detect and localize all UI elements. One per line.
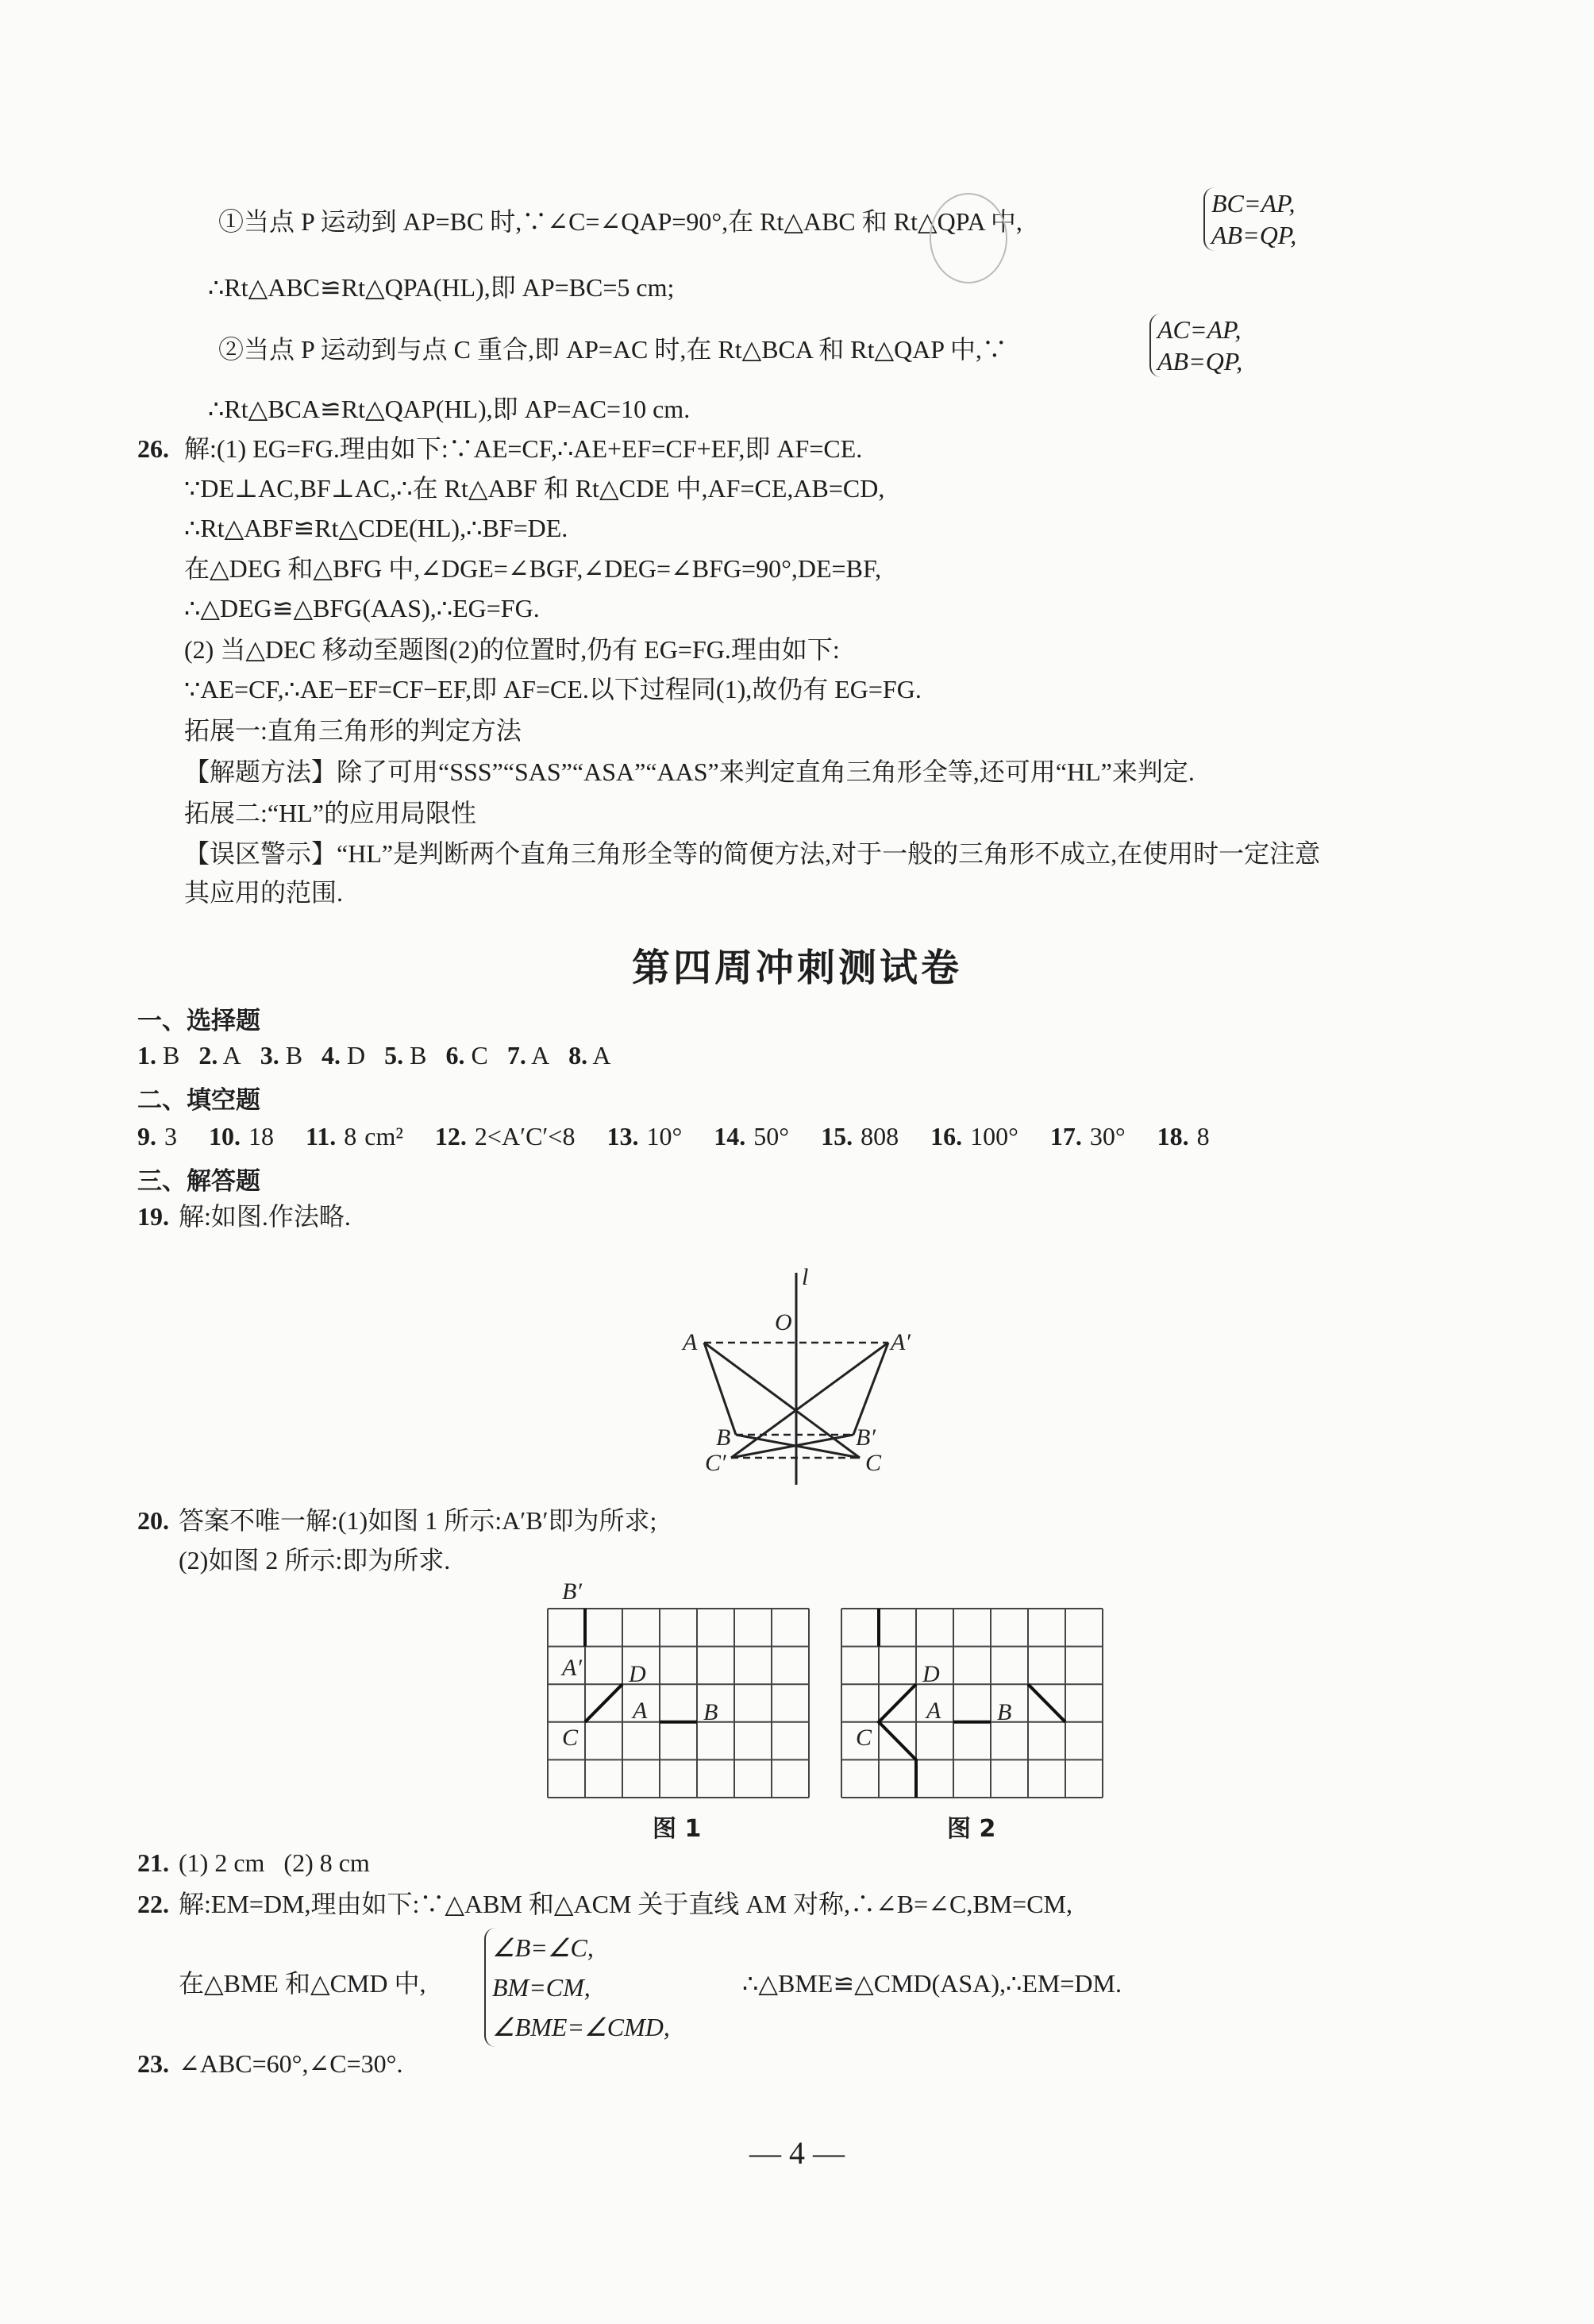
page-number: — 4 —	[749, 2135, 845, 2171]
label-l: l	[802, 1264, 809, 1290]
label-C: C	[562, 1725, 579, 1751]
q22-pre: 在△BME 和△CMD 中,	[179, 1969, 426, 1998]
answer-item: 6. C	[445, 1041, 488, 1070]
q20-number: 20.	[137, 1506, 169, 1535]
brace-line: AB=QP,	[1211, 221, 1297, 249]
brace-line: BM=CM,	[492, 1973, 591, 2002]
q22-line1: 解:EM=DM,理由如下:∵△ABM 和△ACM 关于直线 AM 对称,∴∠B=∠C,BM=CM,	[179, 1890, 1072, 1918]
label-A-prime: A′	[891, 1329, 911, 1355]
grid-figure-1	[548, 1578, 810, 1799]
q19-text: 解:如图.作法略.	[179, 1202, 351, 1231]
label-C: C	[856, 1725, 872, 1751]
label-A: A	[633, 1698, 648, 1724]
figure-19-reflection	[675, 1262, 913, 1493]
answer-item: 11. 8 cm²	[306, 1122, 403, 1150]
q22-conclusion: ∴△BME≌△CMD(ASA),∴EM=DM.	[742, 1969, 1122, 1998]
q26-line: 解:(1) EG=FG.理由如下:∵AE=CF,∴AE+EF=CF+EF,即 AF=CE.	[184, 434, 863, 463]
label-B: B	[703, 1699, 718, 1725]
brace-line: ∠B=∠C,	[492, 1933, 594, 1962]
q26-line: ∴Rt△ABF≌Rt△CDE(HL),∴BF=DE.	[184, 514, 568, 542]
q23-number: 23.	[137, 2049, 169, 2078]
case1-brace	[1203, 187, 1296, 251]
answer-item: 17. 30°	[1049, 1122, 1126, 1150]
brace-line: AC=AP,	[1157, 315, 1242, 344]
answer-item: 16. 100°	[930, 1122, 1018, 1150]
answer-item: 4. D	[321, 1041, 366, 1070]
label-B: B	[997, 1699, 1012, 1725]
q26-line: 在△DEG 和△BFG 中,∠DGE=∠BGF,∠DEG=∠BFG=90°,DE=BF,	[184, 554, 882, 583]
answer-item: 18. 8	[1157, 1122, 1210, 1150]
q26-line: ∴△DEG≌△BFG(AAS),∴EG=FG.	[184, 594, 540, 622]
brace-line: AB=QP,	[1157, 347, 1243, 376]
fill-answers	[137, 1120, 1210, 1152]
q26-number: 26.	[137, 434, 169, 463]
section-choice-heading: 一、选择题	[137, 1007, 260, 1035]
brace-line: BC=AP,	[1211, 189, 1296, 218]
answer-item: 12. 2<A′C′<8	[434, 1122, 576, 1150]
q20-line2: (2)如图 2 所示:即为所求.	[179, 1546, 451, 1574]
answer-item: 5. B	[384, 1041, 427, 1070]
answer-item: 13. 10°	[606, 1122, 683, 1150]
label-B: B	[716, 1424, 731, 1451]
q22-number: 22.	[137, 1890, 169, 1918]
warning-note: 【误区警示】“HL”是判断两个直角三角形全等的简便方法,对于一般的三角形不成立,在使用时一定注意	[184, 839, 1321, 868]
label-O: O	[775, 1309, 792, 1335]
case2-conclusion: ∴Rt△BCA≌Rt△QAP(HL),即 AP=AC=10 cm.	[208, 395, 691, 423]
label-C: C	[865, 1450, 882, 1476]
answer-item: 15. 808	[821, 1122, 899, 1150]
extension-1-heading: 拓展一:直角三角形的判定方法	[184, 716, 522, 745]
q19-number: 19.	[137, 1202, 169, 1231]
warning-note-cont: 其应用的范围.	[184, 878, 344, 907]
q26-line: ∵DE⊥AC,BF⊥AC,∴在 Rt△ABF 和 Rt△CDE 中,AF=CE,AB=CD,	[184, 474, 885, 503]
section-solution-heading: 三、解答题	[137, 1167, 260, 1196]
case1-line: ①当点 P 运动到 AP=BC 时,∵∠C=∠QAP=90°,在 Rt△ABC 和 Rt△QPA 中,	[218, 207, 1022, 236]
label-A: A	[683, 1329, 698, 1355]
answer-item: 8. A	[568, 1041, 611, 1070]
extension-2-heading: 拓展二:“HL”的应用局限性	[184, 799, 476, 827]
answer-item: 10. 18	[209, 1122, 274, 1150]
q23-text: ∠ABC=60°,∠C=30°.	[179, 2049, 403, 2078]
q22-brace	[484, 1928, 670, 2047]
label-A: A	[926, 1698, 941, 1724]
answer-item: 14. 50°	[714, 1122, 790, 1150]
label-D: D	[922, 1661, 940, 1687]
answer-item: 2. A	[198, 1041, 241, 1070]
grid-figure-2	[841, 1609, 1103, 1799]
label-D: D	[629, 1661, 646, 1687]
label-B-prime: B′	[856, 1424, 876, 1451]
q26-line: ∵AE=CF,∴AE−EF=CF−EF,即 AF=CE.以下过程同(1),故仍有 EG=FG.	[184, 675, 922, 703]
stamp-watermark	[925, 191, 1012, 286]
answer-item: 9. 3	[137, 1122, 177, 1150]
brace-line: ∠BME=∠CMD,	[492, 2013, 670, 2041]
choice-answers	[137, 1039, 611, 1071]
case2-line: ②当点 P 运动到与点 C 重合,即 AP=AC 时,在 Rt△BCA 和 Rt△QAP 中,∵	[218, 335, 1007, 364]
q26-line: (2) 当△DEC 移动至题图(2)的位置时,仍有 EG=FG.理由如下:	[184, 635, 840, 664]
q21-number: 21.	[137, 1848, 169, 1877]
method-note: 【解题方法】除了可用“SSS”“SAS”“ASA”“AAS”来判定直角三角形全等,还可用“HL”来判定.	[184, 757, 1195, 786]
test-title: 第四周冲刺测试卷	[631, 946, 962, 990]
label-A-prime: A′	[562, 1655, 582, 1681]
case1-conclusion: ∴Rt△ABC≌Rt△QPA(HL),即 AP=BC=5 cm;	[208, 273, 675, 302]
answer-item: 7. A	[506, 1041, 550, 1070]
q20-line1: 答案不唯一解:(1)如图 1 所示:A′B′即为所求;	[179, 1506, 657, 1535]
case2-brace	[1149, 314, 1242, 377]
figure-1-caption: 图 1	[653, 1815, 702, 1843]
q21-text: (1) 2 cm (2) 8 cm	[179, 1848, 370, 1877]
answer-item: 3. B	[260, 1041, 303, 1070]
answer-item: 1. B	[137, 1041, 180, 1070]
label-B-prime: B′	[562, 1578, 582, 1605]
section-fill-heading: 二、填空题	[137, 1086, 260, 1115]
figure-2-caption: 图 2	[947, 1815, 996, 1843]
label-C-prime: C′	[705, 1450, 726, 1476]
